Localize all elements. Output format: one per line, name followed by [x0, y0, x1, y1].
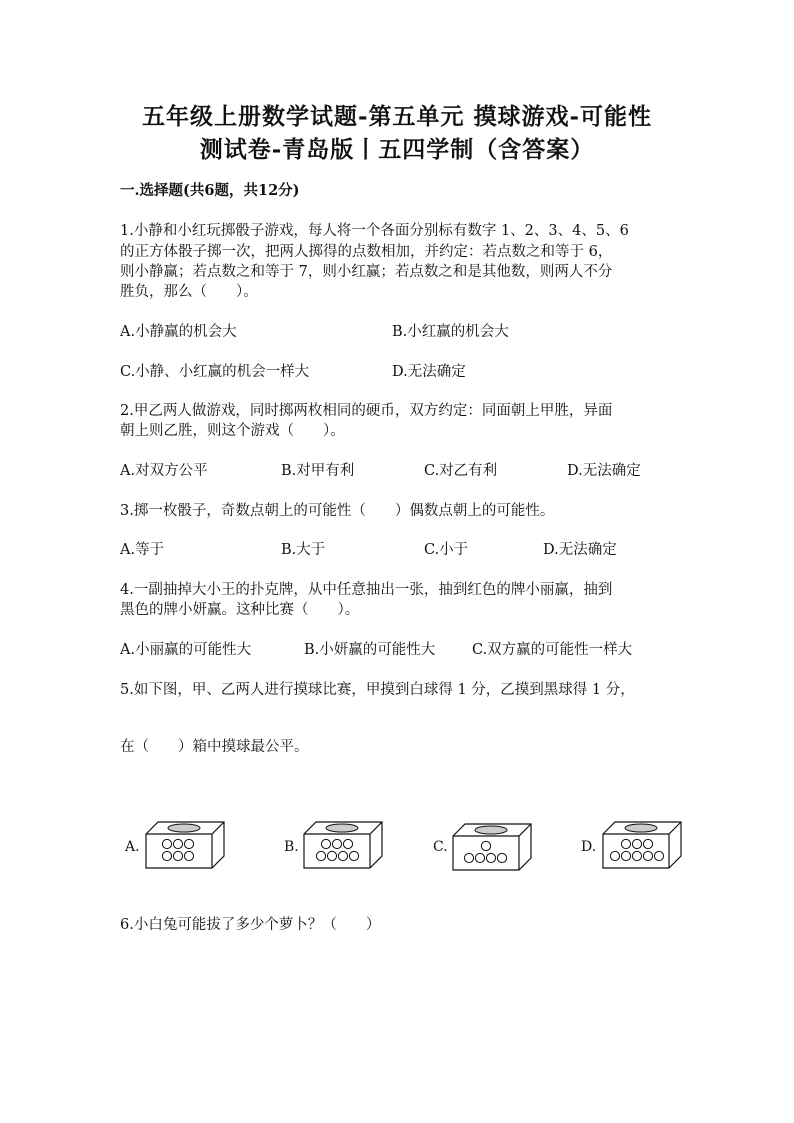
- section-heading: 一.选择题(共6题，共12分): [120, 182, 300, 199]
- box-d-icon[interactable]: [601, 820, 683, 870]
- box-a-icon[interactable]: [144, 820, 226, 870]
- q5-line-2: 在（ ）箱中摸球最公平。: [120, 739, 309, 755]
- box-c-icon[interactable]: [451, 822, 533, 872]
- q1-option-a[interactable]: A.小静赢的机会大: [120, 324, 237, 340]
- q3-line-1: 3.掷一枚骰子，奇数点朝上的可能性（ ）偶数点朝上的可能性。: [120, 503, 555, 519]
- q2-line-2: 朝上则乙胜，则这个游戏（ ）。: [120, 423, 345, 439]
- box-a-label[interactable]: A.: [125, 839, 140, 855]
- q4-option-c[interactable]: C.双方赢的可能性一样大: [472, 642, 633, 658]
- q1-option-c[interactable]: C.小静、小红赢的机会一样大: [120, 364, 310, 380]
- q4-line-1: 4.一副抽掉大小王的扑克牌，从中任意抽出一张，抽到红色的牌小丽赢，抽到: [120, 582, 613, 598]
- box-d-label[interactable]: D.: [581, 839, 597, 855]
- q4-line-2: 黑色的牌小妍赢。这种比赛（ ）。: [120, 602, 360, 618]
- box-b-icon[interactable]: [302, 820, 384, 870]
- box-b-label[interactable]: B.: [284, 839, 299, 855]
- q2-option-a[interactable]: A.对双方公平: [120, 463, 208, 479]
- q2-option-d[interactable]: D.无法确定: [567, 463, 641, 479]
- q2-option-b[interactable]: B.对甲有利: [281, 463, 355, 479]
- q1-option-d[interactable]: D.无法确定: [392, 364, 466, 380]
- q5-line-1: 5.如下图，甲、乙两人进行摸球比赛，甲摸到白球得 1 分，乙摸到黑球得 1 分，: [120, 682, 635, 698]
- q1-line-2: 的正方体骰子掷一次，把两人掷得的点数相加，并约定：若点数之和等于 6，: [120, 244, 613, 260]
- title-line-1: 五年级上册数学试题-第五单元 摸球游戏-可能性: [141, 103, 653, 130]
- title-line-2: 测试卷-青岛版丨五四学制（含答案）: [199, 136, 595, 163]
- q3-option-c[interactable]: C.小于: [424, 542, 469, 558]
- q2-line-1: 2.甲乙两人做游戏，同时掷两枚相同的硬币，双方约定：同面朝上甲胜，异面: [120, 403, 613, 419]
- box-c-label[interactable]: C.: [433, 839, 448, 855]
- q2-option-c[interactable]: C.对乙有利: [424, 463, 498, 479]
- q1-line-3: 则小静赢；若点数之和等于 7，则小红赢；若点数之和是其他数，则两人不分: [120, 264, 613, 280]
- q3-option-b[interactable]: B.大于: [281, 542, 326, 558]
- q1-line-1: 1.小静和小红玩掷骰子游戏，每人将一个各面分别标有数字 1、2、3、4、5、6: [120, 223, 629, 239]
- q6-line-1: 6.小白兔可能拔了多少个萝卜？（ ）: [120, 917, 381, 933]
- q1-option-b[interactable]: B.小红赢的机会大: [392, 324, 509, 340]
- q3-option-a[interactable]: A.等于: [120, 542, 165, 558]
- q1-line-4: 胜负，那么（ ）。: [120, 284, 258, 300]
- q4-option-a[interactable]: A.小丽赢的可能性大: [120, 642, 252, 658]
- q3-option-d[interactable]: D.无法确定: [543, 542, 617, 558]
- q4-option-b[interactable]: B.小妍赢的可能性大: [304, 642, 436, 658]
